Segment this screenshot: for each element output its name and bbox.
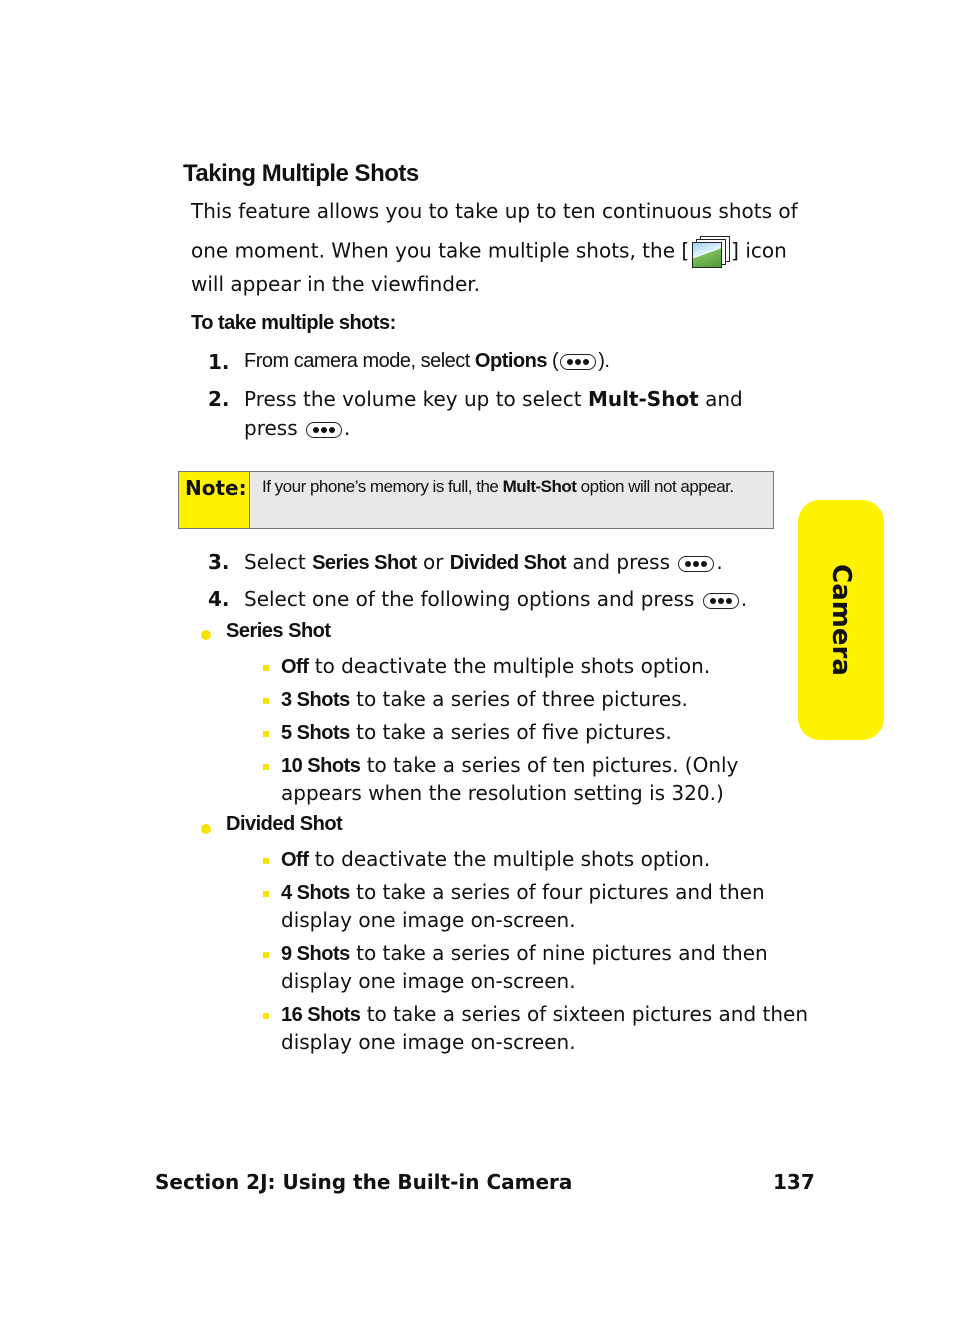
- step-3-number: 3.: [208, 550, 230, 574]
- note-box: [178, 471, 774, 529]
- item-text: to take a series of sixteen pictures and then: [360, 1002, 809, 1026]
- list-item: [281, 845, 710, 874]
- item-bold: Off: [281, 656, 309, 678]
- menu-key-icon: [678, 556, 714, 572]
- item-text: to take a series of four pictures and then: [349, 880, 765, 904]
- side-tab: [798, 500, 884, 740]
- item-text: to take a series of nine pictures and then: [349, 941, 768, 965]
- bullet-square: [263, 731, 269, 737]
- step-2-text: [244, 387, 743, 411]
- intro-line-3: will appear in the viewfinder.: [191, 272, 481, 296]
- step-3-text: [244, 550, 723, 575]
- step-3-pre: Select: [244, 550, 313, 574]
- step-3-post: and press: [566, 550, 670, 574]
- bullet-square: [263, 764, 269, 770]
- intro-line-1: This feature allows you to take up to ten continuous shots of: [191, 199, 798, 223]
- section-title: Taking Multiple Shots: [183, 160, 419, 187]
- list-item: [281, 718, 672, 747]
- item-bold: Off: [281, 849, 309, 871]
- list-item: [281, 685, 688, 714]
- step-1-close: ).: [598, 350, 610, 372]
- step-3-mid: or: [416, 550, 450, 574]
- page-number: 137: [773, 1170, 815, 1194]
- step-2-bold: Mult-Shot: [587, 387, 699, 411]
- item-text: to take a series of three pictures.: [349, 687, 688, 711]
- menu-key-icon: [306, 422, 342, 438]
- intro-line-2: [191, 236, 787, 268]
- item-bold: 9 Shots: [281, 943, 350, 965]
- note-text-post: option will not appear.: [576, 477, 734, 496]
- item-bold: 3 Shots: [281, 689, 350, 711]
- list-item: [281, 939, 768, 968]
- step-2-end: .: [343, 416, 351, 440]
- step-1-pre: From camera mode, select: [244, 350, 475, 372]
- note-text-bold: Mult-Shot: [502, 477, 577, 496]
- intro-line-2-after: ] icon: [731, 238, 787, 263]
- item-bold: 10 Shots: [281, 755, 361, 777]
- intro-line-2-before: one moment. When you take multiple shots, the [: [191, 238, 690, 263]
- footer-section: Section 2J: Using the Built-in Camera: [155, 1170, 573, 1194]
- item-text: to deactivate the multiple shots option.: [308, 847, 711, 871]
- step-2-post: and: [698, 387, 743, 411]
- step-4-number: 4.: [208, 587, 230, 611]
- menu-key-icon: [560, 354, 596, 370]
- divided-shot-label: Divided Shot: [226, 813, 343, 835]
- step-3-bold-2: Divided Shot: [449, 552, 567, 574]
- item-bold: 5 Shots: [281, 722, 350, 744]
- note-text-pre: If your phone’s memory is full, the: [262, 477, 503, 496]
- step-4-end: .: [740, 587, 748, 611]
- item-text: to take a series of five pictures.: [349, 720, 672, 744]
- item-bold: 4 Shots: [281, 882, 350, 904]
- procedure-heading: To take multiple shots:: [191, 312, 396, 334]
- bullet-square: [263, 1013, 269, 1019]
- step-1-number: 1.: [208, 350, 230, 374]
- bullet-square: [263, 952, 269, 958]
- list-item: [281, 751, 738, 780]
- series-shot-label: Series Shot: [226, 620, 331, 642]
- step-3-bold-1: Series Shot: [312, 552, 417, 574]
- item-bold: 16 Shots: [281, 1004, 361, 1026]
- list-item-continuation: display one image on-screen.: [281, 969, 576, 993]
- list-item: [281, 878, 765, 907]
- item-text: to deactivate the multiple shots option.: [308, 654, 711, 678]
- list-item-continuation: display one image on-screen.: [281, 1030, 576, 1054]
- bullet-square: [263, 858, 269, 864]
- step-2-pre: Press the volume key up to select: [244, 387, 588, 411]
- step-3-end: .: [716, 550, 723, 574]
- multi-shot-icon: [691, 236, 729, 268]
- item-text: to take a series of ten pictures. (Only: [360, 753, 739, 777]
- note-text: [262, 475, 762, 498]
- note-label: Note:: [179, 472, 250, 528]
- bullet-square: [263, 891, 269, 897]
- list-item: [281, 1000, 808, 1029]
- bullet-dot: [201, 824, 211, 834]
- list-item: [281, 652, 710, 681]
- bullet-dot: [201, 630, 211, 640]
- step-2-number: 2.: [208, 387, 230, 411]
- step-2-line-2: [244, 416, 350, 440]
- step-4-text: [244, 587, 747, 611]
- bullet-square: [263, 698, 269, 704]
- menu-key-icon: [703, 593, 739, 609]
- step-1-text: [244, 350, 609, 373]
- step-2-press: press: [244, 416, 298, 440]
- step-1-open: (: [546, 350, 559, 372]
- bullet-square: [263, 665, 269, 671]
- step-4-body: Select one of the following options and press: [244, 587, 695, 611]
- list-item-continuation: appears when the resolution setting is 320.): [281, 781, 724, 805]
- list-item-continuation: display one image on-screen.: [281, 908, 576, 932]
- step-1-bold: Options: [474, 350, 547, 372]
- side-tab-label: Camera: [826, 564, 856, 676]
